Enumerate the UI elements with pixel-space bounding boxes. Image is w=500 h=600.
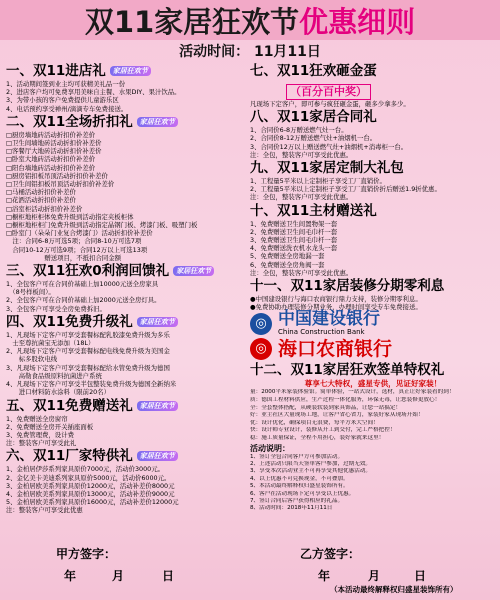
rule-item: 2、上述活动只限当天签单客户参加，过期无效。 [250,461,372,468]
activity-time: 活动时间： 11月11日 [179,44,321,60]
section-item: □橱柜地柜柜体免费升级到活动指定夹板柜体 [6,212,134,221]
left-section-2 [6,113,246,262]
left-section-4 [6,313,246,397]
section-item: □橱柜地柜柜门免费升级到活动指定晶钢门板、烤漆门板、吸塑门板 [6,221,198,230]
section-heading [250,202,496,220]
festival-badge: 家居狂欢节 [137,117,178,127]
section-item: 3、为带小孩的客户免费提供儿童游乐区 [6,96,119,105]
section-title: 一、双11进店礼 [6,63,106,79]
section-item: 3、免费管理费，设计费 [6,430,74,439]
section-item: 进口材料防水涂料（限前20名） [6,388,110,397]
bank-logo-1 [250,311,496,336]
bank-text [278,338,392,360]
left-section-6 [6,447,246,514]
section-items [6,280,246,313]
section-item: 4、金柏居欧美系列家具原价13000元，活动补差价9000元 [6,489,175,498]
section-heading [6,313,246,331]
festival-badge: 家居狂欢节 [110,66,151,76]
section-item: 4、电话预约享受禅州/滴滴专车免费接送。 [6,104,128,113]
section-items [250,220,496,277]
section-title: 二、双11全场折扣礼 [6,113,133,130]
left-section-1 [6,62,246,113]
section-item: 凡现场下定客户，即可参与疯狂砸金蛋，砸多少拿多少。 [250,100,410,108]
section-item: 4、凡现场下定客户可享受半包整装免费升级为德国全新纳米 [6,380,177,389]
right-section-4 [250,202,496,277]
section-item: 赠送项目，不抵扣合同金额 [6,253,122,262]
privilege-item: 量：2000平米家装体验馆。简单体验，一站式设计，选材，真正让好家装看的到！ [250,389,455,396]
section-item: 6、免费赠送全房角阀一套 [250,260,325,269]
section-item: （8号样板间）。 [6,288,55,297]
section-item: □花洒活动折扣价补差价 [6,196,76,205]
date-day-a: 日 [162,569,175,583]
section-item: 4、免费赠送洗衣机水龙头一套 [250,244,338,253]
section-items [250,389,496,442]
section-item: ●中国建设银行与海口农商银行鼎力支持，装修分期零利息。 [250,295,422,304]
right-column [250,62,496,513]
right-section-12 [250,361,496,512]
section-heading [250,108,496,126]
section-item: □卧室大地砖活动折扣价补差价 [6,155,96,164]
rule-item: 4、以上优惠不可兑换现金，不可叠加。 [250,475,349,482]
privilege-note: 尊享七大特权，盛星专供，见证好家装！ [304,379,442,389]
section-item: 注：整装客户可享受此优惠 [6,506,83,515]
rule-item: 7、签订合同后客户获得相应的礼品。 [250,498,344,505]
privilege-item: 质：德国工程材料供应，生产过程一体化服务，环保无毒，让您装修更放心！ [250,397,441,404]
rules-title: 活动说明： [250,443,290,453]
section-item: □卧室门（朵朵门业复合烤漆门）活动折扣价补差价 [6,229,153,238]
section-heading [250,277,496,295]
footer-note: （本活动最终解释权归盛星装饰所有） [330,585,458,594]
bank-name: 中国建设银行 [278,309,380,330]
section-item: □厨房铝扣板吊顶活动折扣价补差价 [6,171,108,180]
section-item: 2、免费赠送卫生间毛巾杆一套 [250,227,338,236]
date-year-b: 年 [318,569,331,583]
title-main: 双11家居狂欢节 [84,5,300,39]
festival-badge: 家居狂欢节 [137,317,178,327]
section-item: 3、全包客户可享受全房免费拆旧。 [6,304,106,313]
section-item: 1、金柏居伊莎系列家具原价7000元，活动价3000元。 [6,465,165,474]
section-heading [250,62,496,80]
section-item: □马桶活动折扣价补差价 [6,188,76,197]
left-column [6,62,246,515]
section-item: 3、免费赠送卫生间毛巾杆一套 [250,236,338,245]
section-item: 注：全包，整装客户可享受此优惠。 [250,150,353,159]
section-item: □卫生间铝扣板吊顶活动折扣价补差价 [6,180,115,189]
section-item: 2、凡现场下定客户可享受套餐标配电线免费升级为美国金 [6,347,170,356]
section-item: 1、工程量5平米以上定制柜子享受工厂直销价。 [250,177,386,186]
privilege-item: 全：全套整体搭配，从硬装软装到家具饰品，让您一站搞定！ [250,404,402,411]
section-title: 四、双11免费升级礼 [6,313,133,330]
section-item: 1、免费赠送全房窗帘 [6,414,68,423]
rule-item: 3、享受本次活动业主不可再享受其他优惠活动。 [250,468,372,475]
section-item: 注：全包，整装客户可享受此优惠。 [250,193,353,202]
section-items [6,331,246,397]
right-section-3 [250,159,496,202]
date-month-b: 月 [368,569,381,583]
section-heading [6,447,246,465]
right-section-1 [250,62,496,108]
section-heading [6,113,246,131]
left-section-3 [6,262,246,313]
section-heading [6,397,246,415]
section-item: 注：整装客户可享受此礼 [6,439,77,448]
rule-item: 8、活动时间：2018年11月11日 [250,505,333,512]
date-year-a: 年 [64,569,77,583]
section-title: 五、双11免费赠送礼 [6,397,133,414]
section-subtitle: （百分百中奖） [286,84,371,100]
section-item: 合同10-12万可选9项；合同12万以上可选13项 [6,245,148,254]
section-items [6,80,246,113]
rule-item: 6、客户在活动现场下定可享受以上优惠。 [250,490,355,497]
ccb-logo-icon: ◎ [250,313,272,335]
section-item: 3、合同价12万以上赠送燃气灶+油烟机+消毒柜一台。 [250,142,408,151]
section-subtitle-row [250,80,496,100]
section-item: ●免费协助办理装修分期业务，办理时间享受专车免费接送。 [250,303,422,312]
section-items [6,465,246,514]
section-item: 士至尊抗菌宝无添加（18L） [6,339,95,348]
section-item: 1、合同价6-8万赠送燃气灶一台。 [250,126,348,135]
rules-list [250,454,496,513]
section-item: □厨房墙地砖活动折扣价补差价 [6,130,96,139]
party-b-signature: 乙方签字： [300,547,361,561]
privilege-item: 稳：施工质量保证，全程不用担心，装好家就来这里！ [250,435,385,442]
section-item: 2、全包客户可在合同价基础上加2000元送全房灯具。 [6,296,161,305]
section-item: 2、金亿美卡美迪系列家具原价5000元，活动价6000元。 [6,473,171,482]
right-section-5 [250,277,496,311]
party-a-signature: 甲方签字： [56,547,117,561]
bank-name: 海口农商银行 [278,337,393,360]
section-title: 八、双11家居合同礼 [250,109,377,126]
section-item: 2、合同价8-12万赠送燃气灶+油烟机一台。 [250,134,377,143]
section-item: 3、金柏居欧美系列家具原价12000元，活动补差价8000元 [6,481,175,490]
section-item: 1、全包客户可在合同价基础上加10000元送全房家具 [6,280,159,289]
rural-bank-logo-icon: ◎ [250,338,272,360]
section-item: 注：合同6-8万可选5项；合同8-10万可选7项 [6,237,142,246]
section-item: 注：全包，整装客户可享受此优惠。 [250,268,353,277]
section-heading [250,159,496,177]
rule-item: 5、本活动最终解释权归盛星装饰所有。 [250,483,349,490]
section-title: 七、双11狂欢砸金蛋 [250,63,377,79]
section-item: 2、工程量5平米以上定制柜子享受工厂直销价折后赠送1.9折优惠。 [250,185,441,194]
section-heading [6,262,246,280]
left-section-5 [6,397,246,448]
section-item: 3、凡现场下定客户可享受套餐标配给水管免费升级为德国 [6,363,170,372]
section-title: 十一、双11家居装修分期零利息 [250,278,445,295]
section-items [250,100,496,108]
right-section-2 [250,108,496,159]
privilege-item: 优：设计优化，确保项目无浪费，每平方米大空间！ [250,419,379,426]
section-item: □客餐厅大地砖活动折扣价补差价 [6,147,102,156]
section-item: 标多股软电线 [6,355,58,364]
section-items [250,126,496,159]
page-title [0,4,500,40]
section-items [6,131,246,262]
privilege-item: 好：业主社区大量现场工地，让客户省心省力，家装好家从现场开始！ [250,412,424,419]
festival-badge: 家居狂欢节 [173,266,214,276]
date-month-a: 月 [112,569,125,583]
section-items [250,177,496,202]
section-item: 高勒食品级原料抗菌进户系统 [6,371,102,380]
section-item: □浴室柜活动折扣价补差价 [6,204,83,213]
section-item: 5、金柏居欧美系列家具原价16000元，活动补差价12000元 [6,498,179,507]
section-heading [250,361,496,379]
section-item: 5、免费赠送全房地漏一套 [250,252,325,261]
privilege-item: 快：设计师专业设计，装修从开工到交付，完工严格把控！ [250,427,396,434]
festival-badge: 家居狂欢节 [137,451,178,461]
section-item: 2、免费赠送全房开关插座面板 [6,422,94,431]
festival-badge: 家居狂欢节 [137,401,178,411]
section-item: 2、进店客户均可免费享用美味自主餐、水果DIY、果汁饮品。 [6,88,181,97]
rule-item: 1、签订全包合同客户方可参加活动。 [250,453,344,460]
bank-logo-2 [250,336,496,361]
bank-text [278,311,380,336]
title-accent: 优惠细则 [299,5,416,39]
section-item: 1、免费赠送卫生间置物架一套 [250,219,338,228]
section-title: 十、双11主材赠送礼 [250,202,377,219]
section-item: □卫生间墙地砖活动折扣价补差价 [6,139,102,148]
section-heading [6,62,246,80]
date-day-b: 日 [414,569,427,583]
bank-english-name: China Construction Bank [278,328,365,337]
section-title: 三、双11狂欢0利润回馈礼 [6,263,170,280]
section-item: 1、凡现场下定客户可享受套餐标配乳胶漆免费升级为多乐 [6,330,170,339]
section-title: 九、双11家居定制大礼包 [250,160,404,177]
section-title: 六、双11厂家特供礼 [6,448,133,465]
section-title: 十二、双11家居狂欢签单特权礼 [250,362,445,379]
section-items [6,415,246,448]
section-item: □阳台墙地砖活动折扣价补差价 [6,163,96,172]
section-item: 1、活动期间签到业主均可获精美礼品一份 [6,80,126,88]
